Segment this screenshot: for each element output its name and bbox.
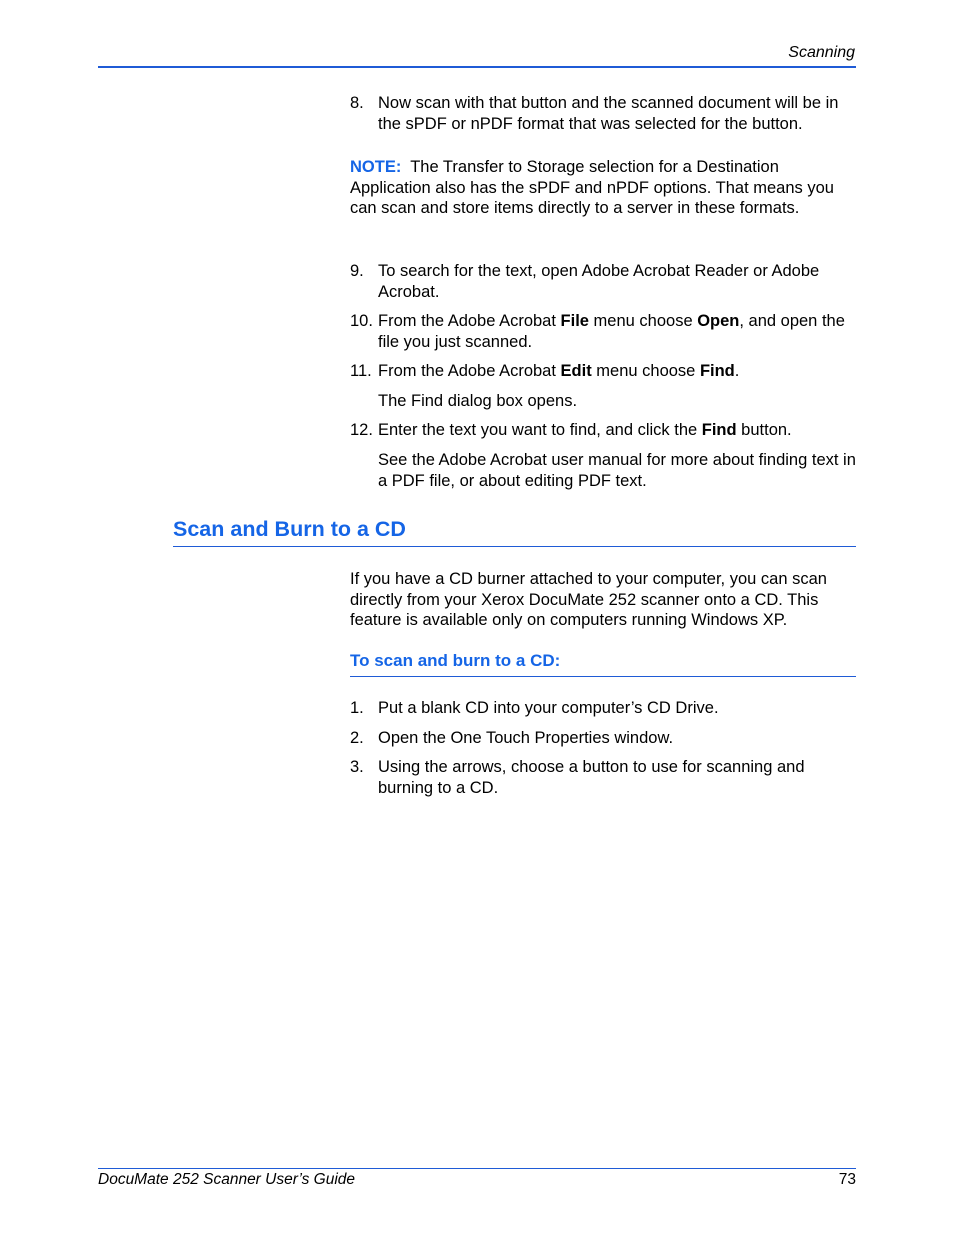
menu-name: Edit [560,362,592,380]
section-rule [173,546,856,547]
note-label: NOTE: [350,158,402,176]
list-text: Enter the text you want to find, and click the Find button. [378,421,792,439]
footer-title: DocuMate 252 Scanner User’s Guide [98,1171,356,1188]
list-text: Now scan with that button and the scanned document will be in the sPDF or nPDF format that was selected for the button. [378,94,839,133]
list-text: From the Adobe Acrobat Edit menu choose Find. [378,362,740,380]
section-intro: If you have a CD burner attached to your computer, you can scan directly from your Xerox DocuMate 252 scanner onto a CD. This feature is available only on computers running Windows XP. [350,570,827,629]
command-name: Open [697,312,740,330]
list-text: From the Adobe Acrobat File menu choose Open, and open the file you just scanned. [378,312,845,351]
step-sub-text: The Find dialog box opens. [378,392,578,410]
procedure-rule [350,676,856,677]
procedure-heading: To scan and burn to a CD: [350,651,561,670]
list-number: 11. [350,362,372,380]
list-text: Using the arrows, choose a button to use for scanning and burning to a CD. [378,758,805,797]
running-header: Scanning [788,44,855,61]
list-number: 10. [350,312,373,330]
header-rule [98,66,856,68]
list-number: 3. [350,758,364,776]
list-number: 2. [350,729,364,747]
note-block [350,157,856,219]
list-number: 8. [350,94,364,112]
step-sub-text: See the Adobe Acrobat user manual for more about finding text in a PDF file, or about editing PDF text. [378,451,856,490]
list-number: 1. [350,699,364,717]
page-number: 73 [838,1171,856,1188]
list-number: 12. [350,421,373,439]
list-number: 9. [350,262,364,280]
menu-name: File [560,312,589,330]
button-name: Find [701,421,737,439]
list-text: To search for the text, open Adobe Acrobat Reader or Adobe Acrobat. [378,262,820,301]
section-heading: Scan and Burn to a CD [173,517,406,541]
command-name: Find [699,362,735,380]
footer-rule [98,1168,856,1169]
list-text: Open the One Touch Properties window. [378,729,674,747]
note-text: The Transfer to Storage selection for a Destination Application also has the sPDF and nPDF options. That means you can scan and store items directly to a server in these formats. [350,158,834,217]
list-text: Put a blank CD into your computer’s CD Drive. [378,699,719,717]
